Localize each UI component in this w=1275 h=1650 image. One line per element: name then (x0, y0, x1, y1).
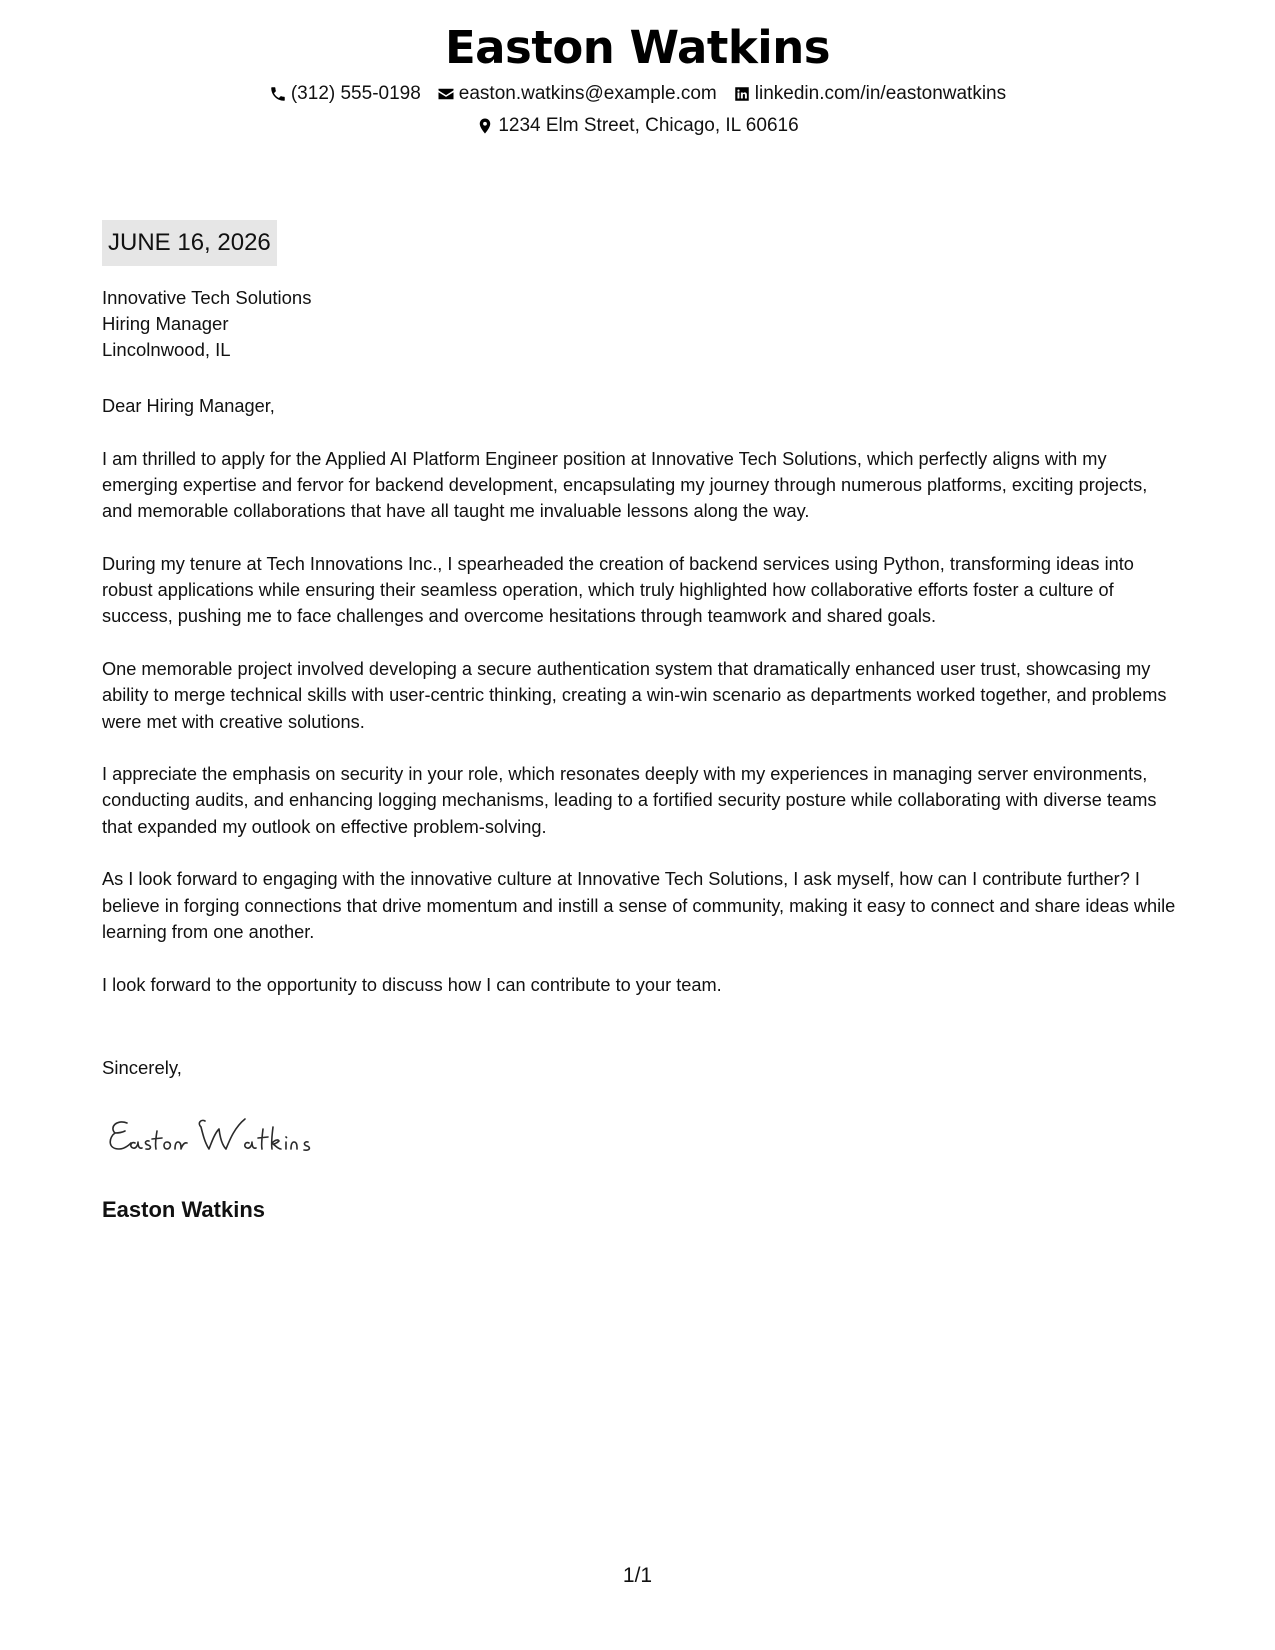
recipient-title: Hiring Manager (102, 313, 229, 334)
page-indicator: 1/1 (622, 1564, 653, 1587)
signer-name: Easton Watkins (102, 1197, 265, 1222)
phone-icon (269, 85, 287, 103)
body-paragraph: I look forward to the opportunity to discuss how I can contribute to your team. (102, 974, 722, 995)
linkedin-icon (733, 85, 751, 103)
contact-address (476, 114, 798, 138)
handwritten-signature (105, 1105, 365, 1165)
body-paragraph: I appreciate the emphasis on security in your role, which resonates deeply with my experiences in managing server environments, conducting audits, and enhancing logging mechanisms, leading to a fortified security posture while collaborating with diverse teams that expanded my outlook on effective problem-solving. (102, 764, 1157, 837)
body-paragraph: During my tenure at Tech Innovations Inc., I spearheaded the creation of backend services using Python, transforming ideas into robust applications while ensuring their seamless operation, which truly highlighted how collaborative efforts foster a culture of success, pushing me to face challenges and overcome hesitations through teamwork and shared goals. (102, 553, 1134, 627)
linkedin-url[interactable]: linkedin.com/in/eastonwatkins (754, 83, 1007, 104)
recipient-location: Lincolnwood, IL (102, 339, 231, 360)
body-paragraph: As I look forward to engaging with the innovative culture at Innovative Tech Solutions, I ask myself, how can I contribute further? I believe in forging connections that drive momentum and instill a sense of community, making it easy to connect and share ideas while learning from one another. (102, 869, 1176, 942)
map-marker-icon (476, 117, 494, 135)
contact-email[interactable] (437, 82, 717, 106)
applicant-name: Easton Watkins (444, 21, 831, 74)
contact-linkedin[interactable] (733, 82, 1006, 106)
street-address: 1234 Elm Street, Chicago, IL 60616 (498, 115, 799, 136)
closing-line: Sincerely, (102, 1057, 182, 1078)
letter-body (102, 393, 1177, 1024)
email-address[interactable]: easton.watkins@example.com (458, 83, 717, 104)
contact-row (0, 82, 1275, 106)
envelope-icon (437, 85, 455, 103)
contact-phone (269, 82, 421, 106)
recipient-company: Innovative Tech Solutions (102, 287, 312, 308)
letter-date: JUNE 16, 2026 (102, 220, 277, 266)
body-paragraph: One memorable project involved developing a secure authentication system that dramatically enhanced user trust, showcasing my ability to merge technical skills with user-centric thinking, creating a win-win scenario as departments worked together, and problems were met with creative solutions. (102, 658, 1167, 732)
recipient-block (102, 285, 311, 363)
address-row (0, 114, 1275, 138)
body-paragraph: I am thrilled to apply for the Applied AI Platform Engineer position at Innovative Tech Solutions, which perfectly aligns with my emerging expertise and fervor for backend development, encapsulating my journey through numerous platforms, exciting projects, and memorable collaborations that have all taught me invaluable lessons along the way. (102, 448, 1148, 522)
letter-header (0, 18, 1275, 138)
salutation: Dear Hiring Manager, (102, 396, 275, 416)
phone-number: (312) 555-0198 (290, 83, 421, 104)
